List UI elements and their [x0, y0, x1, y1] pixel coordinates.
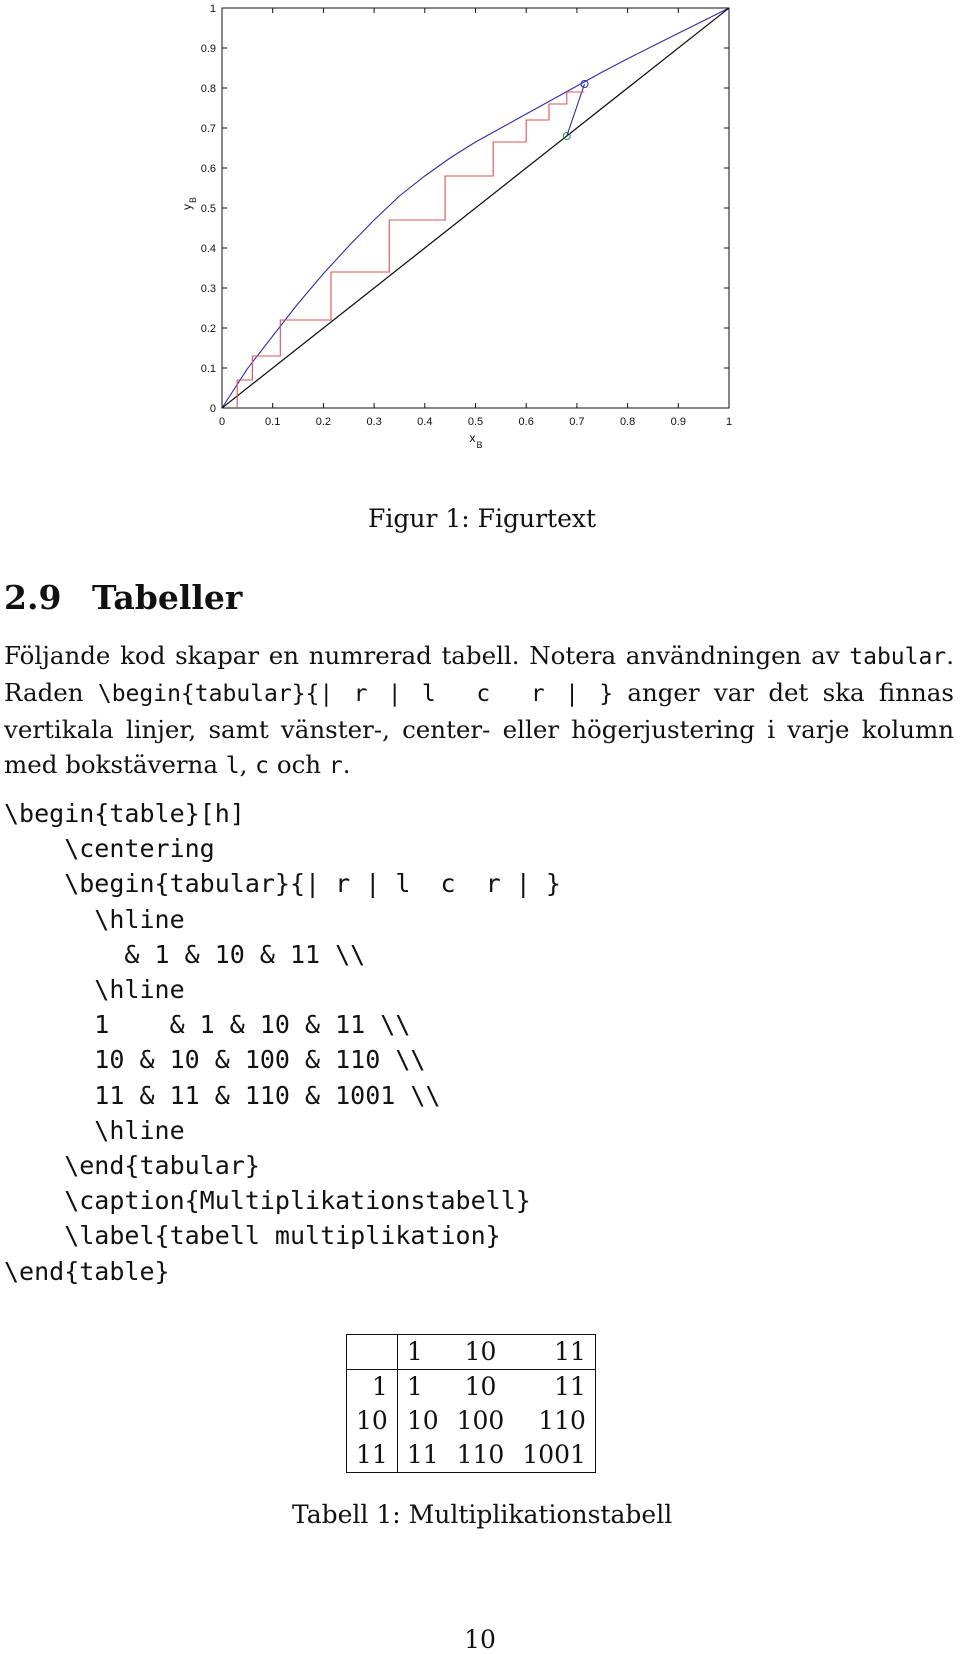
- table-cell: 1: [397, 1335, 447, 1370]
- body-paragraph: [4, 638, 954, 784]
- code-line: \hline: [4, 1115, 185, 1145]
- x-tick-label: 0.9: [670, 416, 686, 428]
- x-tick-label: 0.6: [518, 416, 534, 428]
- table-cell: 11: [513, 1335, 595, 1370]
- table-cell: 1: [347, 1370, 398, 1405]
- code-line: \end{table}: [4, 1256, 170, 1286]
- table-caption: Tabell 1: Multiplikationstabell: [292, 1500, 673, 1529]
- code-line: \hline: [4, 975, 185, 1005]
- code-line: \end{tabular}: [4, 1151, 260, 1181]
- multiplication-table-wrapper: [346, 1334, 596, 1473]
- mccabe-thiele-chart: [175, 0, 785, 475]
- inline-code: tabular: [849, 644, 947, 670]
- table-cell: [347, 1335, 398, 1370]
- code-line: \begin{tabular}{| r | l c r | }: [4, 869, 561, 899]
- table-cell: 1: [406, 1372, 423, 1401]
- table-cell: 10: [347, 1404, 398, 1438]
- paragraph-text: och: [269, 750, 329, 779]
- multiplication-table: [346, 1334, 596, 1473]
- table-cell: 10: [464, 1372, 497, 1401]
- y-tick-label: 0.7: [200, 123, 216, 135]
- table-cell: 110: [448, 1438, 514, 1473]
- section-number: 2.9: [4, 578, 62, 617]
- x-tick-label: 0.7: [569, 416, 585, 428]
- x-tick-label: 0.2: [315, 416, 332, 428]
- table-cell: 11: [513, 1370, 595, 1405]
- paragraph-text: .: [342, 750, 351, 779]
- table-cell: 10: [448, 1335, 514, 1370]
- paragraph-text: Följande kod skapar en numrerad tabell. Notera användningen av: [4, 641, 850, 670]
- paragraph-text: . Raden: [4, 641, 954, 707]
- code-line: & 1 & 10 & 11 \\: [4, 939, 366, 969]
- code-line: \begin{table}[h]: [4, 799, 245, 828]
- y-tick-label: 0.1: [200, 363, 216, 375]
- x-tick-label: 0.1: [265, 416, 281, 428]
- y-axis-label: y: [180, 204, 194, 210]
- y-tick-label: 0.3: [200, 283, 216, 295]
- series-line-2: [222, 8, 729, 408]
- section-heading: [4, 578, 242, 617]
- x-tick-label: 0.3: [366, 416, 382, 428]
- x-axis-label: x: [469, 431, 476, 445]
- series-line-4: [237, 92, 584, 408]
- code-line: \hline: [4, 904, 185, 934]
- table-cell: 11: [347, 1438, 398, 1473]
- inline-code: l: [225, 753, 240, 779]
- table-row: [347, 1438, 596, 1473]
- y-tick-label: 0.4: [200, 243, 216, 255]
- inline-code: c: [255, 753, 270, 779]
- y-tick-label: 0.6: [200, 163, 216, 175]
- y-tick-label: 0.2: [200, 323, 216, 335]
- y-axis-label-subscript: B: [188, 196, 198, 203]
- table-row: [347, 1404, 596, 1438]
- code-line: \centering: [4, 834, 215, 864]
- table-cell: 110: [513, 1404, 595, 1438]
- code-line: 11 & 11 & 110 & 1001 \\: [4, 1080, 441, 1110]
- y-axis-label-group: [180, 197, 198, 210]
- code-line: \label{tabell multiplikation}: [4, 1221, 501, 1251]
- x-tick-label: 0: [218, 416, 226, 428]
- y-tick-label: 0.9: [200, 43, 216, 55]
- table-cell: 11: [397, 1438, 447, 1473]
- table-row: [347, 1370, 596, 1405]
- x-axis-label-subscript: B: [476, 440, 483, 450]
- code-line: 10 & 10 & 100 & 110 \\: [4, 1045, 426, 1075]
- code-line: 1 & 1 & 10 & 11 \\: [4, 1010, 411, 1040]
- y-tick-label: 0.5: [200, 203, 216, 215]
- table-cell: 10: [406, 1406, 439, 1435]
- y-tick-label: 1: [209, 3, 216, 15]
- y-tick-label: 0.8: [200, 83, 216, 95]
- y-tick-label: 0: [209, 403, 216, 415]
- table-cell: 1001: [513, 1438, 595, 1473]
- code-line: \caption{Multiplikationstabell}: [4, 1186, 531, 1216]
- x-tick-label: 0.8: [619, 416, 636, 428]
- figure-caption: Figur 1: Figurtext: [368, 504, 597, 533]
- x-tick-label: 0.4: [417, 416, 433, 428]
- paragraph-text: ,: [239, 750, 256, 779]
- equilibrium-figure: [175, 0, 785, 475]
- table-header-row: [347, 1335, 596, 1370]
- section-title: Tabeller: [92, 578, 243, 617]
- page-number: 10: [464, 1625, 496, 1654]
- latex-code-block: [4, 796, 561, 1289]
- inline-code: \begin{tabular}{| r | l c r | }: [97, 681, 614, 707]
- paragraph-text: anger var det ska finnas vertikala linjer, samt vänster-, center- eller högerjustering i varje kolumn med bokstäverna: [4, 678, 954, 779]
- x-tick-label: 0.5: [467, 416, 484, 428]
- inline-code: r: [328, 753, 343, 779]
- table-cell: 100: [456, 1406, 505, 1435]
- x-tick-label: 1: [725, 416, 733, 428]
